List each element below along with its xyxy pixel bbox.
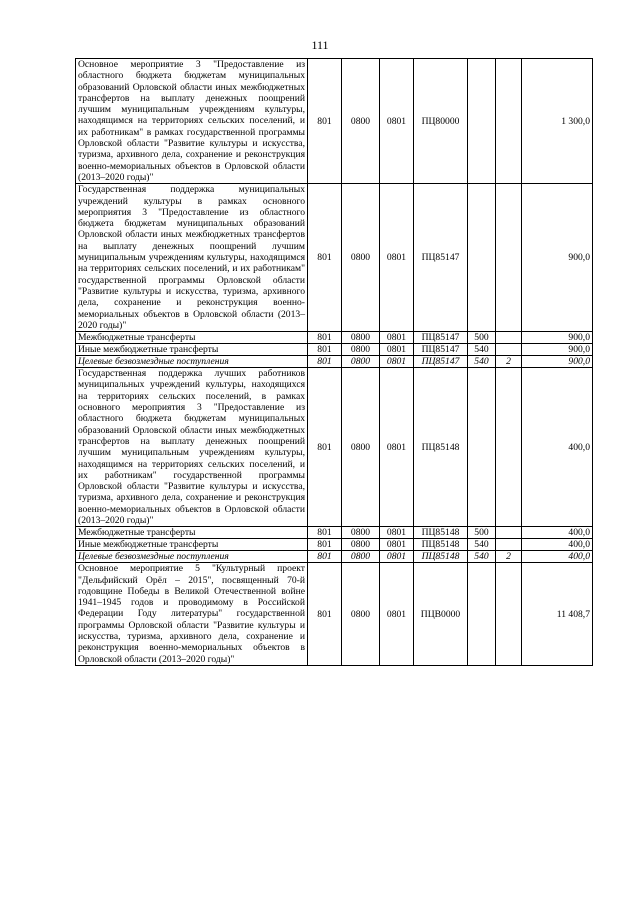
row-subsection: 0801	[380, 332, 414, 344]
row-section: 0800	[342, 344, 380, 356]
table-row	[76, 368, 593, 527]
row-name: Иные межбюджетные трансферты	[76, 539, 308, 551]
row-grbs: 801	[308, 59, 342, 184]
row-subsection: 0801	[380, 563, 414, 666]
row-subsection: 0801	[380, 368, 414, 527]
table-row	[76, 539, 593, 551]
table-row	[76, 344, 593, 356]
row-amount: 400,0	[522, 551, 593, 563]
row-expense-type: 500	[468, 332, 496, 344]
row-target-article: ПЦВ0000	[414, 563, 468, 666]
row-amount: 1 300,0	[522, 59, 593, 184]
row-source: 2	[496, 356, 522, 368]
row-expense-type: 540	[468, 539, 496, 551]
row-source	[496, 344, 522, 356]
row-name: Межбюджетные трансферты	[76, 332, 308, 344]
table-row	[76, 332, 593, 344]
table-row	[76, 184, 593, 332]
row-section: 0800	[342, 551, 380, 563]
row-name: Государственная поддержка лучших работников муниципальных учреждений культуры, находящихся на территориях сельских поселений, в рамках основного мероприятия 3 "Предоставление из областного бюджета бюджетам муниципальных образований Орловской области иных межбюджетных трансфертов на выплату денежных поощрений лучшим муниципальным учреждениям культуры, находящимся на территориях сельских поселений, и их работникам" государственной программы Орловской области "Развитие культуры и искусства, туризма, архивного дела, сохранение и реконструкция военно-мемориальных объектов в Орловской области (2013–2020 годы)"	[76, 368, 308, 527]
row-grbs: 801	[308, 563, 342, 666]
row-grbs: 801	[308, 356, 342, 368]
row-grbs: 801	[308, 332, 342, 344]
row-expense-type: 500	[468, 527, 496, 539]
row-amount: 400,0	[522, 368, 593, 527]
row-subsection: 0801	[380, 59, 414, 184]
row-target-article: ПЦ85148	[414, 368, 468, 527]
row-section: 0800	[342, 563, 380, 666]
row-source	[496, 563, 522, 666]
row-amount: 900,0	[522, 356, 593, 368]
row-section: 0800	[342, 539, 380, 551]
row-subsection: 0801	[380, 356, 414, 368]
row-target-article: ПЦ85147	[414, 356, 468, 368]
table-row	[76, 527, 593, 539]
budget-table	[75, 58, 593, 666]
row-amount: 400,0	[522, 539, 593, 551]
row-expense-type	[468, 563, 496, 666]
row-grbs: 801	[308, 368, 342, 527]
row-subsection: 0801	[380, 344, 414, 356]
row-section: 0800	[342, 184, 380, 332]
row-expense-type: 540	[468, 344, 496, 356]
row-expense-type	[468, 368, 496, 527]
row-amount: 400,0	[522, 527, 593, 539]
row-source	[496, 527, 522, 539]
row-name: Целевые безвозмездные поступления	[76, 551, 308, 563]
row-target-article: ПЦ85148	[414, 539, 468, 551]
row-target-article: ПЦ85147	[414, 332, 468, 344]
row-grbs: 801	[308, 551, 342, 563]
row-expense-type	[468, 59, 496, 184]
row-name: Целевые безвозмездные поступления	[76, 356, 308, 368]
row-source	[496, 539, 522, 551]
row-amount: 900,0	[522, 184, 593, 332]
row-name: Межбюджетные трансферты	[76, 527, 308, 539]
row-source	[496, 368, 522, 527]
row-subsection: 0801	[380, 551, 414, 563]
table-row	[76, 563, 593, 666]
row-amount: 11 408,7	[522, 563, 593, 666]
row-target-article: ПЦ85148	[414, 551, 468, 563]
row-target-article: ПЦ80000	[414, 59, 468, 184]
row-target-article: ПЦ85147	[414, 184, 468, 332]
row-source	[496, 184, 522, 332]
row-section: 0800	[342, 332, 380, 344]
table-row	[76, 551, 593, 563]
table-row	[76, 59, 593, 184]
row-grbs: 801	[308, 527, 342, 539]
row-section: 0800	[342, 59, 380, 184]
row-subsection: 0801	[380, 539, 414, 551]
row-section: 0800	[342, 527, 380, 539]
row-target-article: ПЦ85148	[414, 527, 468, 539]
row-name: Основное мероприятие 3 "Предоставление из областного бюджета бюджетам муниципальных образований Орловской области иных межбюджетных трансфертов на выплату денежных поощрений лучшим муниципальным учреждениям культуры, находящимся на территориях сельских поселений, и их работникам" в рамках государственной программы Орловской области "Развитие культуры и искусства, туризма, архивного дела, сохранение и реконструкция военно-мемориальных объектов в Орловской области (2013–2020 годы)"	[76, 59, 308, 184]
row-source	[496, 332, 522, 344]
table-row	[76, 356, 593, 368]
row-grbs: 801	[308, 539, 342, 551]
row-amount: 900,0	[522, 332, 593, 344]
row-expense-type: 540	[468, 551, 496, 563]
page-number: 111	[311, 38, 329, 52]
row-expense-type	[468, 184, 496, 332]
row-subsection: 0801	[380, 184, 414, 332]
row-name: Государственная поддержка муниципальных учреждений культуры в рамках основного мероприятия 3 "Предоставление из областного бюджета бюджетам муниципальных образований Орловской области иных межбюджетных трансфертов на выплату денежных поощрений лучшим муниципальным учреждениям культуры, находящимся на территориях сельских поселений, и их работникам" государственной программы Орловской области "Развитие культуры и искусства, туризма, архивного дела, сохранение и реконструкция военно-мемориальных объектов в Орловской области (2013–2020 годы)"	[76, 184, 308, 332]
row-subsection: 0801	[380, 527, 414, 539]
row-amount: 900,0	[522, 344, 593, 356]
row-name: Основное мероприятие 5 "Культурный проект "Дельфийский Орёл – 2015", посвященный 70-й годовщине Победы в Великой Отечественной войне 1941–1945 годов и проводимому в Российской Федерации Году литературы" государственной программы Орловской области "Развитие культуры и искусства, туризма, архивного дела, сохранение и реконструкция военно-мемориальных объектов в Орловской области (2013–2020 годы)"	[76, 563, 308, 666]
row-source	[496, 59, 522, 184]
row-grbs: 801	[308, 344, 342, 356]
row-source: 2	[496, 551, 522, 563]
row-name: Иные межбюджетные трансферты	[76, 344, 308, 356]
row-target-article: ПЦ85147	[414, 344, 468, 356]
row-section: 0800	[342, 368, 380, 527]
row-section: 0800	[342, 356, 380, 368]
row-expense-type: 540	[468, 356, 496, 368]
row-grbs: 801	[308, 184, 342, 332]
